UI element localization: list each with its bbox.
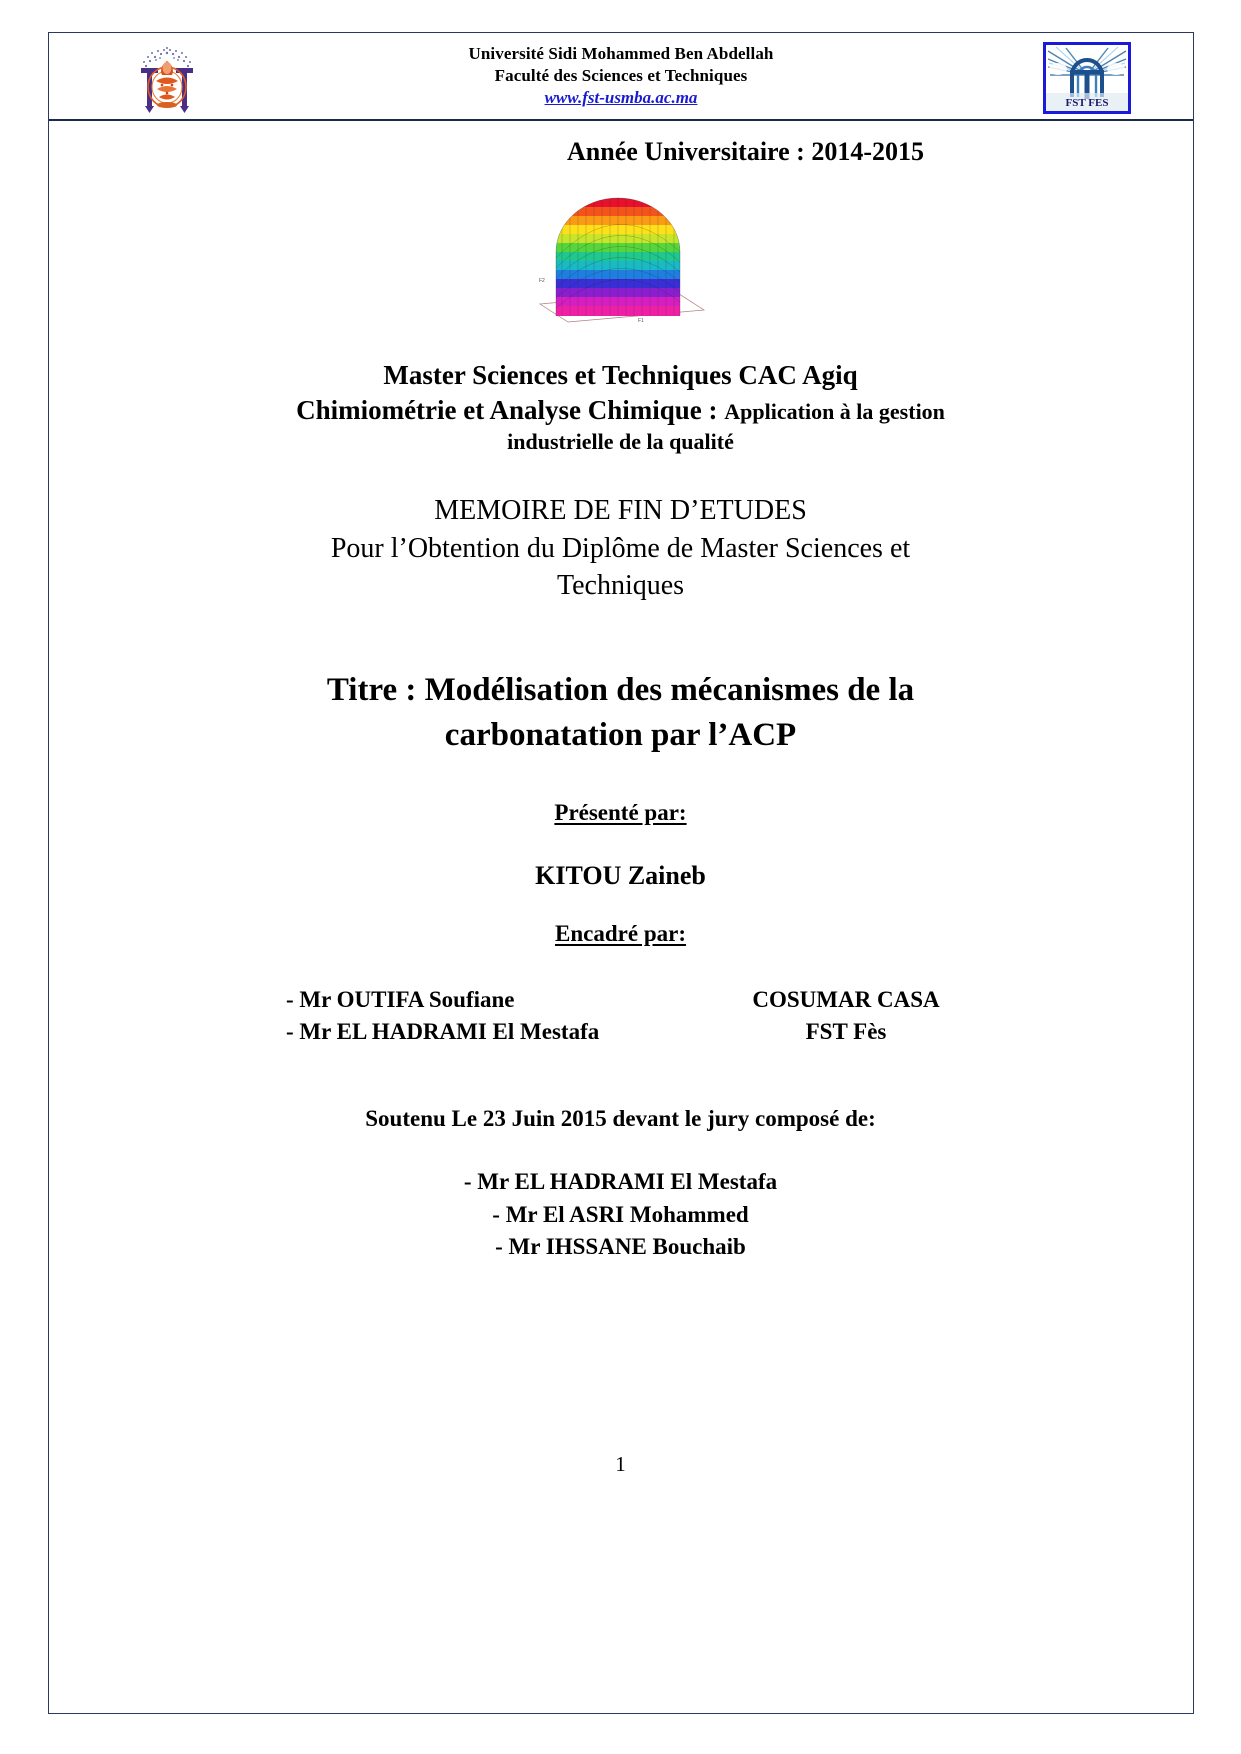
page-header bbox=[49, 33, 1193, 121]
memoire-block bbox=[150, 492, 1091, 605]
program-specialty-detail: Application à la gestion bbox=[724, 399, 945, 425]
memoire-line-2: Pour l’Obtention du Diplôme de Master Sciences et bbox=[330, 532, 911, 564]
presented-by-label bbox=[0, 800, 1241, 826]
program-line-3: industrielle de la qualité bbox=[507, 429, 734, 455]
supervised-by-text: Encadré par: bbox=[555, 921, 686, 946]
header-text-block bbox=[49, 43, 1193, 109]
figure-axis-label-z: F2 bbox=[538, 278, 545, 284]
supervisor-organization: COSUMAR CASA bbox=[752, 987, 940, 1012]
jury-member: - Mr EL HADRAMI El Mestafa bbox=[463, 1169, 778, 1194]
jury-member: - Mr IHSSANE Bouchaib bbox=[495, 1234, 746, 1260]
supervisor-name: - Mr OUTIFA Soufiane bbox=[286, 987, 515, 1012]
figure-axis-label-x: F1 bbox=[637, 318, 644, 324]
jury-list bbox=[0, 1166, 1241, 1264]
thesis-title-line-2: carbonatation par l’ACP bbox=[444, 716, 797, 753]
program-line-1: Master Sciences et Techniques CAC Agiq bbox=[383, 360, 858, 390]
program-specialty: Chimiométrie et Analyse Chimique : bbox=[296, 395, 718, 426]
author-name: KITOU Zaineb bbox=[535, 861, 706, 890]
academic-year bbox=[0, 137, 1241, 167]
figure-container bbox=[0, 192, 1241, 324]
memoire-line-3: Techniques bbox=[556, 570, 685, 602]
academic-year-label: Année Universitaire : 2014-2015 bbox=[567, 137, 924, 166]
memoire-line-1: MEMOIRE DE FIN D’ETUDES bbox=[434, 495, 807, 526]
jury-member: - Mr El ASRI Mohammed bbox=[492, 1201, 749, 1227]
supervised-by-label bbox=[0, 921, 1241, 947]
thesis-title-line-1: Titre : Modélisation des mécanismes de la bbox=[326, 672, 915, 708]
fst-fes-logo-icon bbox=[1043, 42, 1131, 114]
surface-plot-3d-image bbox=[526, 192, 716, 324]
program-block bbox=[120, 358, 1121, 457]
thesis-title bbox=[160, 668, 1081, 758]
supervisor-list bbox=[286, 984, 986, 1048]
presented-by-text: Présenté par: bbox=[554, 800, 687, 825]
supervisor-row bbox=[286, 984, 986, 1016]
supervisor-name: - Mr EL HADRAMI El Mestafa bbox=[286, 1019, 600, 1045]
defense-statement: Soutenu Le 23 Juin 2015 devant le jury composé de: bbox=[365, 1106, 876, 1131]
page-number: 1 bbox=[615, 1452, 626, 1476]
faculty-name: Faculté des Sciences et Techniques bbox=[494, 65, 748, 85]
supervisor-row bbox=[286, 1016, 986, 1048]
program-line-2 bbox=[120, 393, 1121, 428]
faculty-website-link[interactable]: www.fst-usmba.ac.ma bbox=[544, 87, 698, 107]
university-name: Université Sidi Mohammed Ben Abdellah bbox=[468, 44, 774, 63]
supervisor-organization: FST Fès bbox=[805, 1019, 887, 1045]
fst-fes-logo-text: FST FES bbox=[1065, 97, 1109, 109]
